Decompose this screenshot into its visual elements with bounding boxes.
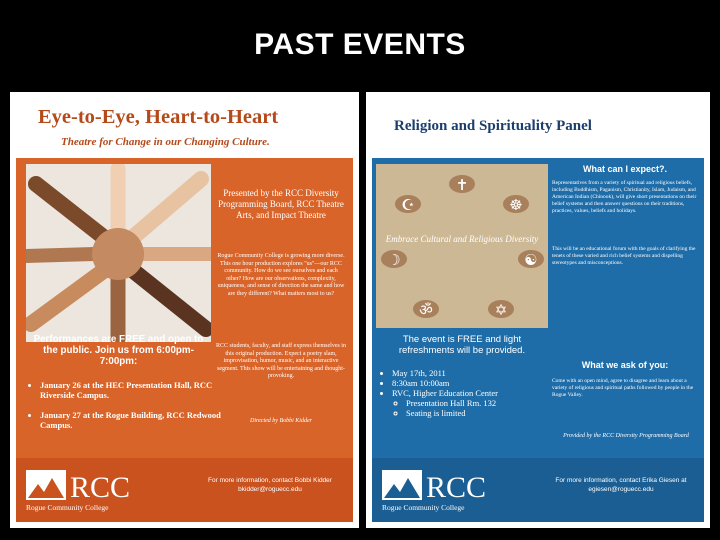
- list-item: • January 26 at the HEC Presentation Hall, RCC Riverside Campus.: [40, 380, 226, 400]
- list-item: • January 27 at the Rogue Building, RCC Redwood Campus.: [40, 410, 226, 430]
- svg-text:ॐ: ॐ: [419, 301, 433, 319]
- rcc-logo: [26, 466, 186, 514]
- free-notice: The event is FREE and light refreshments will be provided.: [398, 334, 526, 356]
- slide-title: PAST EVENTS: [254, 28, 466, 61]
- poster-footer: [372, 458, 704, 522]
- poster-header: [372, 98, 704, 158]
- director-credit: Directed by Bobbi Kidder: [250, 418, 312, 424]
- location-details: [392, 398, 564, 418]
- event-location: [392, 388, 564, 418]
- svg-text:✡: ✡: [494, 301, 508, 319]
- rcc-logo: [382, 466, 542, 514]
- rcc-logo-subtext: Rogue Community College: [26, 503, 109, 512]
- rcc-logo-text: RCC: [426, 471, 487, 504]
- event-time: • 8:30am 10:00am: [392, 378, 564, 388]
- poster-eye-to-eye: [10, 92, 359, 528]
- list-item: ◦ Presentation Hall Rm. 132: [406, 398, 564, 408]
- list-item: ◦ Seating is limited: [406, 408, 564, 418]
- poster-title: Eye-to-Eye, Heart-to-Heart: [38, 106, 279, 128]
- svg-text:☪: ☪: [401, 196, 415, 214]
- hands-photo: [26, 164, 211, 342]
- ask-text: Come with an open mind, agree to disagree and learn about a variety of religious and spiritual paths followed by people in the Rogue Valley.: [552, 378, 694, 398]
- svg-text:☸: ☸: [509, 196, 523, 214]
- hands-circle-photo: [376, 164, 548, 328]
- event-date: • May 17th, 2011: [392, 368, 564, 378]
- poster-footer: [16, 458, 353, 522]
- event-dates: [28, 380, 226, 440]
- svg-text:✝: ✝: [455, 176, 469, 194]
- ask-heading: What we ask of you:: [581, 360, 669, 370]
- poster-subtitle: Theatre for Change in our Changing Culture.: [61, 136, 270, 148]
- event-description-2: RCC students, faculty, and staff express themselves in this original production. Expect a poetry slam, improvisation, humor, music, and an interactive segment. This show will be entertaining and thought-provoking.: [216, 343, 346, 380]
- rcc-logo-subtext: Rogue Community College: [382, 503, 465, 512]
- presented-by: Presented by the RCC Diversity Programming Board, RCC Theatre Arts, and Impact Theatre: [218, 188, 344, 220]
- poster-header: [16, 98, 353, 158]
- expect-text: Representatives from a variety of spiritual and religious beliefs, including Buddhism, Paganism, Christianity, Islam, Judaism, and American Indian (Chinook), will give short presentations on their belief systems and then answer questions on their traditions, practices, values, beliefs and holidays.: [552, 180, 697, 214]
- poster-title: Religion and Spirituality Panel: [394, 118, 592, 134]
- event-details: [380, 368, 564, 418]
- provided-by: Provided by the RCC Diversity Programming Board: [563, 433, 689, 439]
- svg-text:☽: ☽: [387, 251, 401, 269]
- contact-info: For more information, contact Erika Giesen at egiesen@roguecc.edu: [555, 477, 687, 493]
- contact-info: For more information, contact Bobbi Kidder bkidder@roguecc.edu: [208, 477, 332, 493]
- poster-religion-panel: [366, 92, 710, 528]
- expect-heading: What can I expect?.: [582, 164, 668, 174]
- svg-text:☯: ☯: [524, 251, 538, 269]
- photo-caption: Embrace Cultural and Religious Diversity: [385, 234, 539, 244]
- expect-text-2: This will be an educational forum with the goals of clarifying the tenets of these varied and rich belief systems and dispelling stereotypes and misconceptions.: [552, 246, 696, 266]
- free-notice: Performances are FREE and open to the public. Join us from 6:00pm-7:00pm:: [33, 334, 204, 367]
- location-label: RVC, Higher Education Center: [392, 388, 499, 398]
- rcc-logo-text: RCC: [70, 471, 131, 504]
- event-description: Rogue Community College is growing more diverse. This one hour production explores "us"—our RCC community. How do we see ourselves and each other? How are our observations, complexity, uniqueness, and sense of direction the same and how are they different? What matters most to us?: [217, 253, 345, 297]
